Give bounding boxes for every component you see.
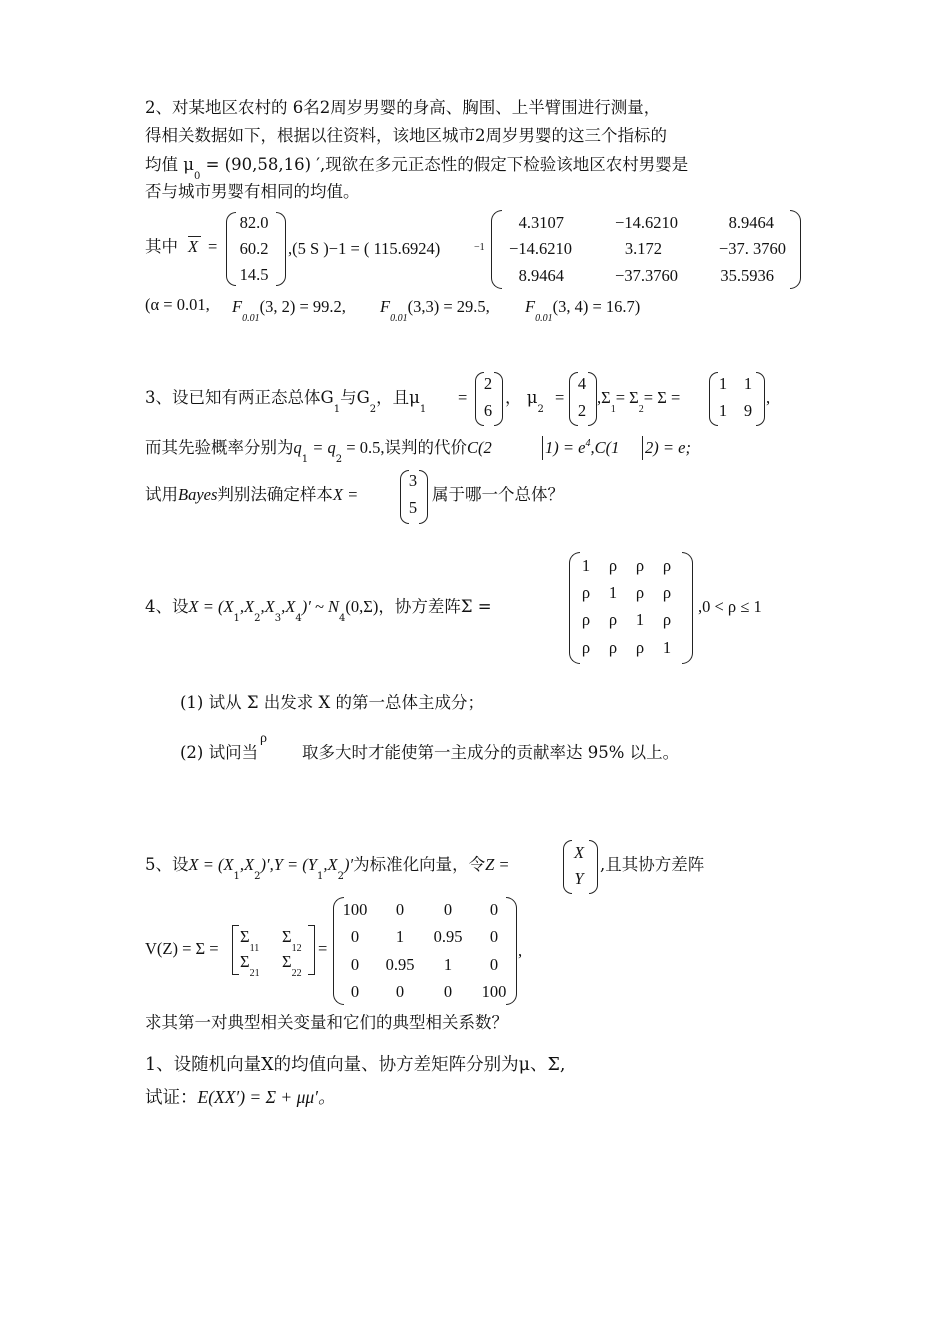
rho-condition: ,0 < ρ ≤ 1	[698, 597, 762, 616]
matrix-cell: −37. 3760	[718, 239, 786, 258]
conditional-bar	[542, 436, 543, 460]
sigma-entry: 1	[743, 374, 753, 393]
q2-equals: =	[208, 237, 218, 256]
mu2-label: ， $\mu_2$	[505, 388, 544, 415]
block-left-bracket	[232, 925, 239, 975]
v-cell: 100	[481, 982, 507, 1001]
conditional-bar	[642, 436, 643, 460]
mean-vector-right-paren	[276, 212, 286, 286]
v-cell: 0	[489, 927, 499, 946]
sample-entry: 5	[408, 498, 418, 517]
z-entry: X	[573, 843, 585, 862]
rho-cell: ρ	[581, 638, 591, 657]
q2-label-prefix: 其中	[145, 237, 178, 256]
rho-cell: ρ	[581, 583, 591, 602]
v-cell: 0	[489, 900, 499, 919]
sigma-entry: 9	[743, 401, 753, 420]
matrix-cell: 8.9464	[728, 213, 774, 232]
rho-cell: 1	[635, 610, 645, 629]
v-cell: 0	[443, 982, 453, 1001]
v-cell: 0	[350, 982, 360, 1001]
z-entry: Y	[574, 869, 584, 888]
f-value-1: $F_{0.01}(3$, 2) = 99.2,	[232, 297, 346, 324]
q2-line3: 均值 $\mu_0 = (90,58,16)$ ′,现欲在多元正态性的假定下检验该地区农村男婴是	[145, 155, 689, 182]
f-value-3: $F_{0.01}(3$, 4) = 16.7)	[525, 297, 641, 324]
v-matrix-right-paren	[506, 897, 517, 1005]
q5-line1: 5、设$X = (X_1,X_2)',Y = (Y_1,X_2)'$为标准化向量，令Z =	[145, 855, 510, 882]
v-cell: 0	[350, 955, 360, 974]
sample-entry: 3	[408, 471, 418, 490]
q3-line3-end: 属于哪一个总体？	[432, 485, 564, 504]
q3-eq-mu2: =	[555, 388, 565, 407]
q1-line1: 1、设随机向量X的均值向量、协方差矩阵分别为μ、Σ,	[145, 1055, 566, 1075]
rho-cell: ρ	[608, 610, 618, 629]
inverse-mark: −1	[474, 242, 485, 253]
rho-cell: ρ	[581, 610, 591, 629]
sigma-right-paren	[756, 372, 765, 426]
rho-cell: ρ	[635, 556, 645, 575]
mu2-entry: 2	[577, 401, 587, 420]
rho-matrix-right-paren	[682, 552, 693, 664]
matrix-cell: −14.6210	[509, 239, 572, 258]
v-cell: 100	[342, 900, 368, 919]
q4-line: 4、设$X = (X_1,X_2,X_3,X_4)'$ ~ $N_4(0,\Sigma)$，协方差阵Σ =	[145, 597, 492, 624]
q5-question: 求其第一对典型相关变量和它们的典型相关系数？	[145, 1013, 508, 1032]
rho-cell: ρ	[662, 556, 672, 575]
v-cell: 0	[489, 955, 499, 974]
q4-item-1: (1) 试从 Σ 出发求 X 的第一总体主成分；	[180, 693, 485, 712]
q4-item-2b: 取多大时才能使第一主成分的贡献率达 95% 以上。	[302, 743, 680, 762]
v-cell: 0	[395, 900, 405, 919]
q3-line2: 而其先验概率分别为$q_1 = q_2 = 0.5$,误判的代价C(2	[145, 438, 492, 465]
sample-right-paren	[419, 470, 428, 524]
rho-cell: 1	[581, 556, 591, 575]
rho-cell: ρ	[635, 583, 645, 602]
rho-cell: ρ	[662, 610, 672, 629]
rho-cell: 1	[608, 583, 618, 602]
z-right-paren	[589, 840, 598, 894]
v-cell: 0.95	[385, 955, 415, 974]
f-value-2: $F_{0.01}(3,3) = 29.5$,	[380, 297, 490, 324]
q5-line1-end: ,且其协方差阵	[600, 855, 705, 874]
matrix-cell: 35.5936	[720, 266, 774, 285]
cost-expression: $1) = e^4,C(1$	[545, 438, 620, 457]
mean-value: 60.2	[239, 239, 269, 258]
s-inverse-expression: ,(5 S )−1 = ( 115.6924)	[288, 239, 441, 258]
sigma-entry: 1	[718, 374, 728, 393]
rho-cell: ρ	[608, 638, 618, 657]
q4-item-2-rho: ρ	[260, 731, 267, 746]
matrix-cell: 4.3107	[518, 213, 564, 232]
matrix-cell: −14.6210	[615, 213, 678, 232]
mu2-right-paren	[588, 372, 597, 426]
q2-line1: 2、对某地区农村的 6名2周岁男婴的身高、胸围、上半臂围进行测量，	[145, 98, 661, 117]
q1-line2: 试证：E(XX′) = Σ + μμ′。	[145, 1087, 336, 1108]
v-cell: 0	[350, 927, 360, 946]
block-sigma-12: $\Sigma_{12}$	[282, 927, 302, 954]
mean-value: 14.5	[239, 265, 269, 284]
alpha-value: (α = 0.01,	[145, 295, 210, 314]
block-sigma-21: $\Sigma_{21}$	[240, 952, 260, 979]
q5-trailing-comma: ,	[518, 941, 523, 960]
mu2-entry: 4	[577, 374, 587, 393]
xbar-symbol: X	[188, 237, 199, 256]
q3-trailing-comma: ,	[766, 388, 771, 407]
q5-equals: =	[318, 939, 328, 958]
block-sigma-11: $\Sigma_{11}$	[240, 927, 260, 954]
q4-item-2a: (2) 试问当	[180, 743, 259, 762]
sigma-equality: $,\Sigma_1= \Sigma_2= \Sigma$ =	[597, 388, 681, 415]
q3-eq-mu1: =	[458, 388, 468, 407]
v-cell: 1	[395, 927, 405, 946]
cost-expression-2: 2) = e;	[645, 438, 691, 457]
q2-line2: 得相关数据如下，根据以往资料，该地区城市2周岁男婴的这三个指标的	[145, 126, 667, 145]
v-cell: 0	[443, 900, 453, 919]
v-cell: 0	[395, 982, 405, 1001]
mean-value: 82.0	[239, 213, 269, 232]
mu1-right-paren	[494, 372, 503, 426]
rho-cell: ρ	[662, 583, 672, 602]
v-cell: 0.95	[433, 927, 463, 946]
matrix-cell: −37.3760	[615, 266, 678, 285]
mu1-entry: 6	[483, 401, 493, 420]
q3-line3: 试用Bayes判别法确定样本X =	[145, 485, 359, 504]
mu1-entry: 2	[483, 374, 493, 393]
matrix-cell: 3.172	[624, 239, 662, 258]
matrix-cell: 8.9464	[518, 266, 564, 285]
rho-cell: ρ	[608, 556, 618, 575]
block-sigma-22: $\Sigma_{22}$	[282, 952, 302, 979]
rho-cell: ρ	[635, 638, 645, 657]
block-right-bracket	[308, 925, 315, 975]
sigma-entry: 1	[718, 401, 728, 420]
v-cell: 1	[443, 955, 453, 974]
v-z-label: V(Z) = Σ =	[145, 939, 219, 958]
rho-cell: 1	[662, 638, 672, 657]
q3-line1: 3、设已知有两正态总体$G_1$与$G_2$，且$\mu_1$	[145, 388, 427, 415]
matrix-right-paren	[790, 210, 801, 289]
q2-line4: 否与城市男婴有相同的均值。	[145, 182, 360, 201]
